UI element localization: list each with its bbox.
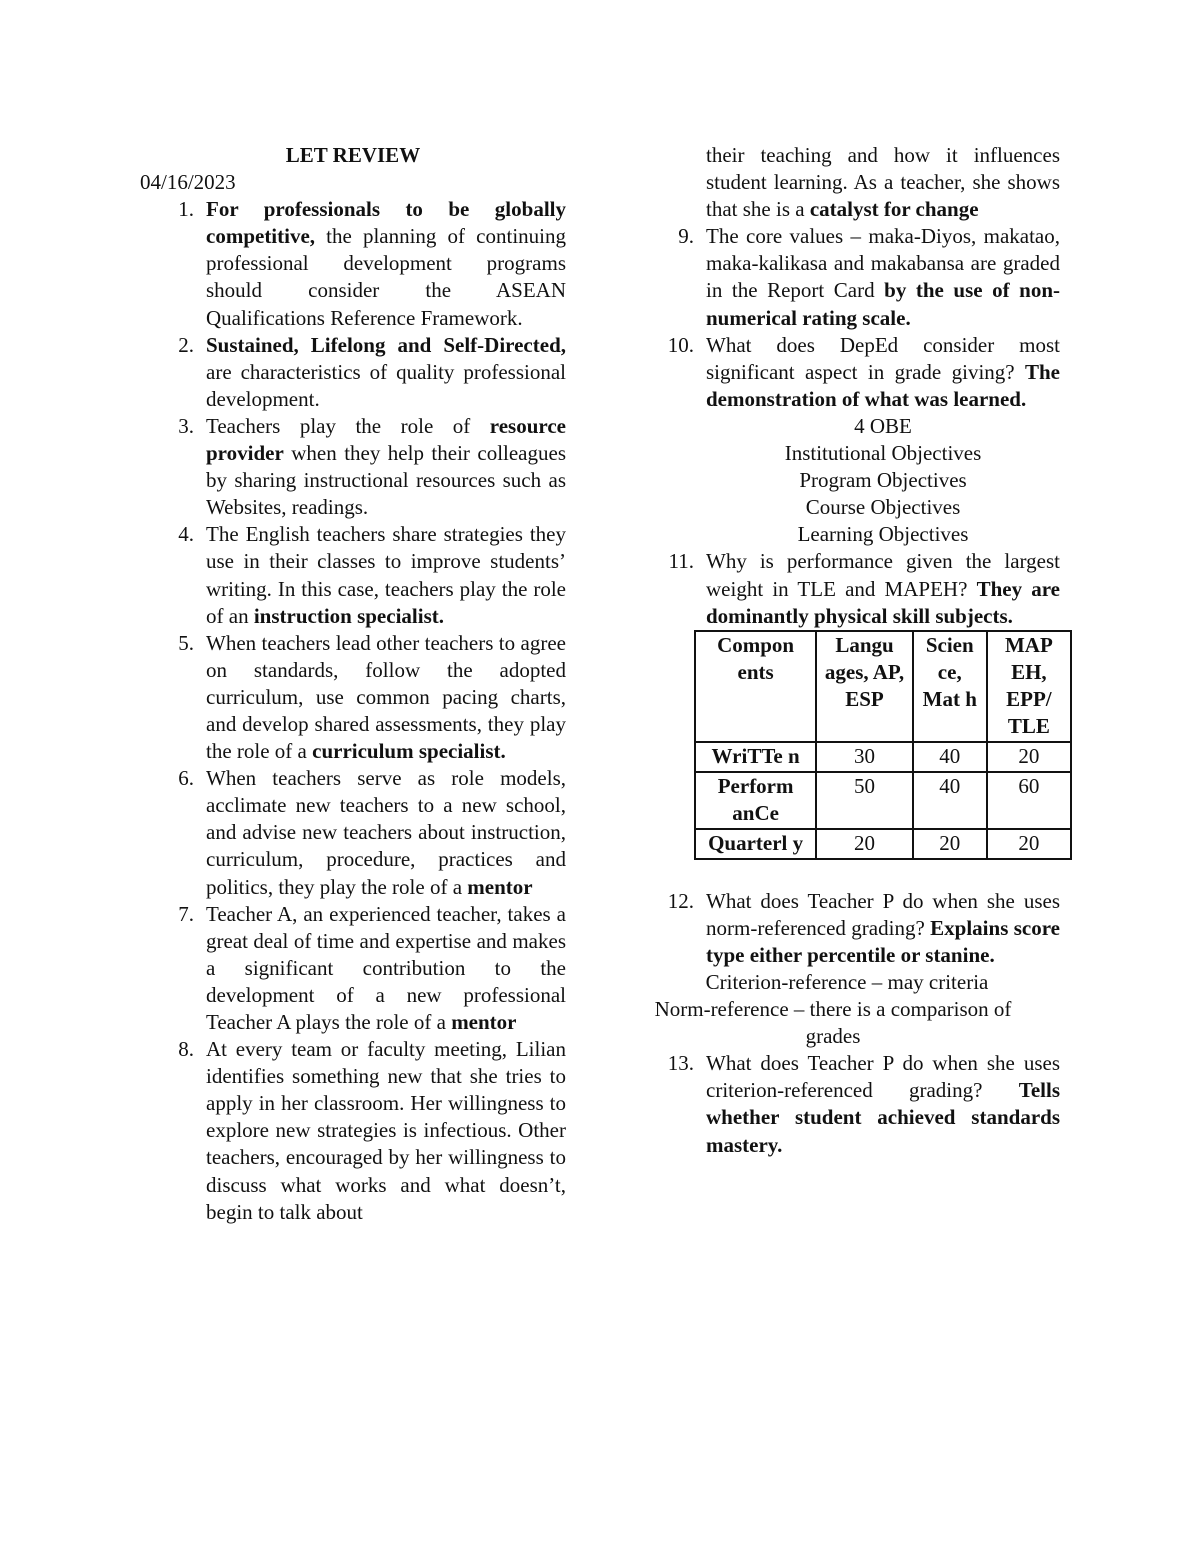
criterion-note: Criterion-reference – may criteria xyxy=(705,969,989,994)
table-header-cell: Langu ages, AP, ESP xyxy=(816,631,913,742)
item-text: What does DepEd consider most significant aspect in grade giving? xyxy=(706,332,1060,384)
table-cell: 20 xyxy=(913,829,987,859)
bold-text: resource provider xyxy=(206,413,566,466)
question-list-right-2 xyxy=(668,548,1060,629)
obe-item: Course Objectives xyxy=(805,495,961,520)
item-text: when they help their colleagues by sharing instructional resources such as Websites, readings. xyxy=(206,441,566,520)
item-text: the planning of continuing professional development programs should consider the ASEAN Qualifications Reference Framework. xyxy=(206,224,566,330)
bold-text: mentor xyxy=(451,1010,517,1034)
item-8-continuation xyxy=(668,142,1060,223)
bold-text: Explains score type either percentile or stanine. xyxy=(706,915,1061,967)
table-cell: 20 xyxy=(987,742,1071,772)
list-item xyxy=(140,413,566,521)
table-cell: 60 xyxy=(987,772,1071,829)
item-number: 5. xyxy=(178,630,194,655)
list-item xyxy=(668,332,1060,413)
item-number: 4. xyxy=(178,522,194,547)
row-label: Perform anCe xyxy=(695,772,816,829)
date: 04/16/2023 xyxy=(140,170,236,195)
norm-note: Norm-reference – there is a comparison of grades xyxy=(654,997,1012,1049)
spacer xyxy=(668,860,1060,888)
table-row xyxy=(695,742,1071,772)
list-item xyxy=(140,1036,566,1226)
row-label: Quarterl y xyxy=(695,829,816,859)
list-item xyxy=(140,901,566,1036)
table-row xyxy=(695,829,1071,859)
row-label: WriTTe n xyxy=(695,742,816,772)
item-text: Teacher A, an experienced teacher, takes a great deal of time and expertise and makes a significant contribution to the development of a new professional Teacher A plays the role of a xyxy=(206,901,566,1034)
table-header-row xyxy=(695,631,1071,742)
item-number: 6. xyxy=(178,766,194,791)
bold-text: Tells whether student achieved standards mastery. xyxy=(706,1078,1060,1157)
item-number: 1. xyxy=(178,197,194,222)
bold-text: catalyst for change xyxy=(809,197,979,222)
item-text: What does Teacher P do when she uses criterion-referenced grading? xyxy=(706,1051,1060,1103)
table-header-cell: Compon ents xyxy=(695,631,816,742)
item-number: 3. xyxy=(178,413,194,438)
bold-text: by the use of non-numerical rating scale. xyxy=(706,278,1060,330)
bold-text: curriculum specialist. xyxy=(312,739,506,764)
obe-item: Institutional Objectives xyxy=(784,441,982,466)
question-list-right-4 xyxy=(668,1050,1060,1158)
item-text: their teaching and how it influences student learning. As a teacher, she shows that she is a xyxy=(706,143,1060,222)
bold-text: For professionals to be globally competitive, xyxy=(206,197,566,249)
item-number: 7. xyxy=(178,901,194,926)
item-text: When teachers serve as role models, acclimate new teachers to a new school, and advise new teachers about instruction, curriculum, procedure, practices and politics, they play the role of a xyxy=(206,766,566,899)
bold-text: instruction specialist. xyxy=(253,603,444,628)
list-item xyxy=(668,1050,1060,1158)
item-text: Why is performance given the largest weight in TLE and MAPEH? xyxy=(706,549,1060,601)
page-title: LET REVIEW xyxy=(285,143,421,167)
table-header-cell: MAP EH, EPP/ TLE xyxy=(987,631,1071,742)
list-item xyxy=(668,888,1060,969)
obe-list xyxy=(668,413,1060,548)
bold-text: They are dominantly physical skill subjects. xyxy=(706,576,1060,628)
question-list-right xyxy=(668,223,1060,413)
question-list-right-3 xyxy=(668,888,1060,969)
item-text: What does Teacher P do when she uses norm-referenced grading? xyxy=(706,888,1060,940)
right-column xyxy=(654,142,1061,1159)
item-number: 2. xyxy=(178,332,194,357)
item-number: 11. xyxy=(668,549,694,574)
item-number: 13. xyxy=(667,1051,694,1076)
obe-heading: 4 OBE xyxy=(854,413,912,438)
question-list-left xyxy=(140,196,566,1226)
item-number: 8. xyxy=(178,1037,194,1062)
table-cell: 30 xyxy=(816,742,913,772)
item-text: When teachers lead other teachers to agree on standards, follow the adopted curriculum, use common pacing charts, and develop shared assessments, they play the role of a xyxy=(206,630,566,764)
item-text: are characteristics of quality professional development. xyxy=(206,359,566,411)
table-cell: 50 xyxy=(816,772,913,829)
table-cell: 40 xyxy=(913,742,987,772)
grade-weights-table xyxy=(694,630,1072,860)
bold-text: mentor xyxy=(467,874,533,899)
list-item xyxy=(140,765,566,900)
item-number: 9. xyxy=(678,224,694,249)
list-item xyxy=(140,332,566,413)
list-item xyxy=(668,548,1060,629)
list-item xyxy=(668,223,1060,331)
table-cell: 40 xyxy=(913,772,987,829)
table-cell: 20 xyxy=(816,829,913,859)
obe-item: Program Objectives xyxy=(799,468,967,493)
table-header-cell: Scien ce, Mat h xyxy=(913,631,987,742)
list-item xyxy=(140,521,566,629)
item-text: At every team or faculty meeting, Lilian identifies something new that she tries to apply in her classroom. Her willingness to explore new strategies is infectious. Other teachers, encouraged by her willingness to discuss what works and what doesn’t, begin to talk about xyxy=(206,1037,566,1224)
list-item xyxy=(140,196,566,331)
bold-text: Sustained, Lifelong and Self-Directed, xyxy=(206,332,566,357)
item-text: The English teachers share strategies they use in their classes to improve students’ writing. In this case, teachers play the role of an xyxy=(206,522,566,628)
bold-text: The demonstration of what was learned. xyxy=(706,359,1060,411)
item-number: 12. xyxy=(667,888,694,913)
obe-item: Learning Objectives xyxy=(797,522,969,547)
list-item xyxy=(140,630,566,765)
item-number: 10. xyxy=(667,332,694,357)
table-row xyxy=(695,772,1071,829)
item-text: Teachers play the role of xyxy=(206,413,490,438)
left-column xyxy=(140,142,566,1226)
table-cell: 20 xyxy=(987,829,1071,859)
item-text: The core values – maka-Diyos, makatao, maka-kalikasa and makabansa are graded in the Report Card xyxy=(706,224,1060,303)
